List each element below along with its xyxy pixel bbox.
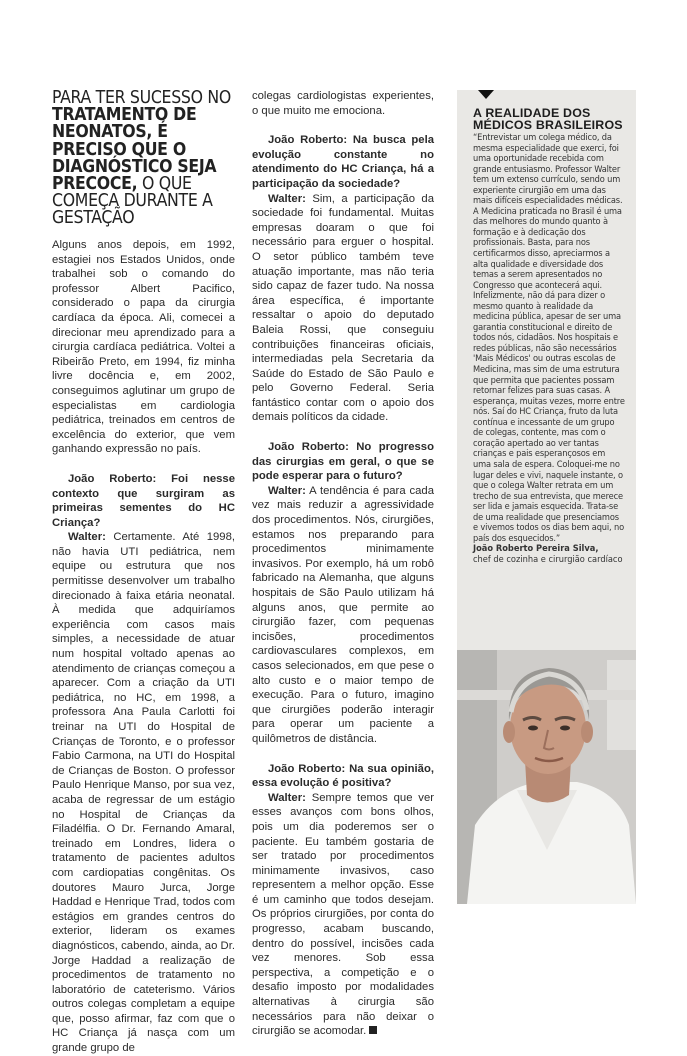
speaker-name: Walter:	[268, 484, 306, 497]
answer-text: Sempre temos que ver esses avanços com bons olhos, pois um dia poderemos ser o paciente. Eu também gostaria de ser tratado por procedimentos minimamente invasivos, caso representem a melhor opção. Esse é um caminho que todos desejam. Os próprios cirurgiões, por conta do progresso, acabam buscando, dentro do possível, incisões cada vez menores. Sob essa perspectiva, a competição e o desafio imposto por modalidades alternativas à cirurgia são necessários para não deixar o cirurgião se acomodar.	[252, 791, 434, 1038]
paragraph: Alguns anos depois, em 1992, estagiei nos Estados Unidos, onde trabalhei sob o comando do professor Albert Pacifico, considerado o papa da cirurgia cardíaca da época. Ali, comecei a direcionar meu aprendizado para a cirurgia cardíaca pediátrica. Voltei a Ribeirão Preto, em 1994, fiz minha livre docência e, em 2002, conseguimos aglutinar um grupo de especialistas em cardiologia pediátrica, treinados em centros de excelência do exterior, que vem ganhando expressão no país.	[52, 239, 235, 456]
answer-text: Sim, a participação da sociedade foi fundamental. Muitas empresas doaram o que foi necessário para erguer o hospital. O setor público também teve atuação importante, mas não teria sido capaz de fazer tudo. Na nossa área específica, é importante ressaltar o apoio do deputado Baleia Rossi, que conseguiu contribuições financeiras oficiais, intermediadas pela Secretaria da Saúde do Estado de São Paulo e pelo Governo Federal. Seria fantástico contar com o apoio dos demais políticos da cidade.	[252, 192, 434, 424]
sidebar-signature	[473, 544, 625, 565]
sidebar-box	[457, 90, 636, 650]
paragraph: colegas cardiologistas experientes, o que muito me emociona.	[252, 90, 434, 117]
pull-quote	[52, 90, 242, 228]
portrait-photo-icon	[457, 650, 636, 904]
speaker-name: Walter:	[268, 791, 306, 804]
signature-role: chef de cozinha e cirurgião cardíaco	[473, 553, 623, 565]
interview-answer	[52, 530, 235, 1055]
interview-question: João Roberto: Na sua opinião, essa evolução é positiva?	[252, 762, 434, 790]
signature-name: João Roberto Pereira Silva,	[473, 543, 599, 555]
interview-answer	[252, 791, 434, 1039]
sidebar-quote: “Entrevistar um colega médico, da mesma especialidade que exerci, foi uma oportunidade recebida com grande entusiasmo. Professor Walter tem um extenso currículo, sendo um experiente cirurgião em uma das mais difíceis especialidades médicas. A Medicina praticada no Brasil é uma das melhores do mundo quanto à formação e à dedicação dos profissionais. Basta, para nos certificarmos disso, apreciarmos a alta qualidade e diversidade dos temas a serem apresentados no Congresso que acontecerá aqui. Infelizmente, não dá para dizer o mesmo quanto à realidade da medicina pública, apesar de ser uma garantia constitucional e direito de todos nós, cidadãos. Nos hospitais e redes públicas, não são necessários 'Mais Médicos' ou outras escolas de Medicina, mas sim de uma estrutura que permita que pacientes possam retornar felizes para suas casas. A esperança, muitas vezes, morre entre nós. Saí do HC Criança, fruto da luta contínua e incessante de um grupo de colegas, contente, mas com o coração apertado ao ver tantas crianças e pais esperançosos em uma sala de espera. Coloquei-me no lugar deles e vivi, naquele instante, o que o colega Walter retrata em um trecho de sua entrevista, que merece ser lida e jamais esquecida. Trata-se de uma realidade que presenciamos e vivemos todos os dias bem aqui, no país dos esquecidos.”	[473, 132, 625, 544]
answer-text: A tendência é para cada vez mais reduzir a agressividade dos procedimentos. Nós, cirurgiões, estamos nos preparando para procedimentos minimamente invasivos. Por exemplo, há um robô fabricado na Alemanha, que alguns hospitais de São Paulo utilizam há alguns anos, que permite ao cirurgião fazer, com pequenas incisões, procedimentos cardiovasculares complexos, em casos selecionados, em que pese o alto custo e o maior tempo de execução. Para o futuro, imagino que cirurgiões poderão interagir para operar um paciente a quilômetros de distância.	[252, 484, 434, 745]
speaker-name: Walter:	[68, 531, 106, 544]
interview-answer	[252, 484, 434, 747]
speaker-name: Walter:	[268, 192, 306, 205]
interview-question: João Roberto: Foi nesse contexto que surgiram as primeiras sementes do HC Criança?	[52, 472, 235, 529]
interview-question: João Roberto: Na busca pela evolução constante no atendimento do HC Criança, há a participação da sociedade?	[252, 134, 434, 190]
pull-quote-tail: O QUE COMEÇA DURANTE A GESTAÇÃO	[52, 174, 213, 229]
interview-answer	[252, 192, 434, 426]
triangle-marker-icon	[478, 90, 494, 99]
pull-quote-lead: PARA TER SUCESSO NO	[52, 88, 231, 108]
answer-text: Certamente. Até 1998, não havia UTI pediátrica, nem equipe ou estrutura que nos permitisse desenvolver um trabalho direcionado à faixa etária neonatal. À medida que adquiríamos experiência com casos mais simples, a necessidade de atuar num hospital voltado apenas ao atendimento de crianças começou a aparecer. Com a criação da UTI pediátrica, no HC, em 1998, a professora Ana Paula Carlotti foi treinar na UTI do Hospital de Crianças de Toronto, e o professor Fabio Carmona, na UTI do Hospital de Crianças de Boston. O professor Paulo Henrique Manso, por sua vez, acaba de regressar de um estágio no Hospital de Crianças da Filadélfia. O Dr. Fernando Amaral, treinado em Londres, lidera o tratamento de pacientes adultos com cardiopatias congênitas. Os doutores Mauro Jurca, Jorge Haddad e Henrique Trad, todos com estágios em grandes centros do exterior, lideram os exames diagnósticos, cabendo, ainda, ao Dr. Jorge Haddad a realização de procedimentos de tratamento no laboratório de cateterismo. Vários outros colegas completam a equipe que, posso afirmar, faz com que o HC Criança já nasça com um grande grupo de	[52, 531, 235, 1055]
article-column-left	[52, 238, 235, 1056]
end-of-article-icon	[369, 1026, 377, 1034]
article-column-middle	[252, 89, 434, 1039]
pull-quote-bold: TRATAMENTO DE NEONATOS, É PRECISO QUE O DIAGNÓSTICO SEJA PRECOCE,	[52, 105, 217, 195]
portrait-photo	[457, 650, 636, 904]
sidebar-content	[473, 108, 625, 566]
interview-question: João Roberto: No progresso das cirurgias em geral, o que se pode esperar para o futuro?	[252, 441, 434, 483]
sidebar-title: A REALIDADE DOS MÉDICOS BRASILEIROS	[473, 106, 623, 132]
